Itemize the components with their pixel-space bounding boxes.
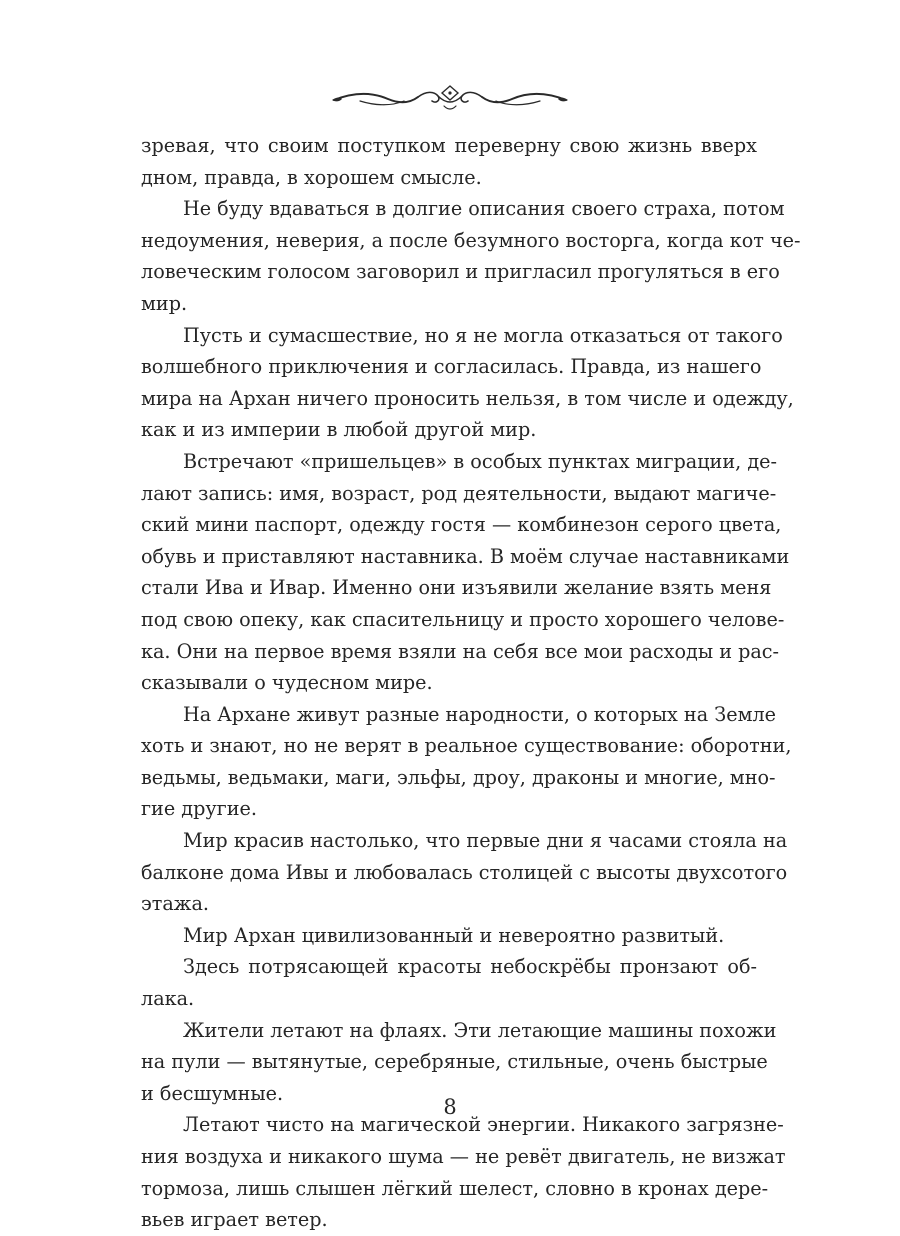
text-line: недоумения, неверия, а после безумного восторга, когда кот че- bbox=[141, 228, 801, 252]
text-line: Встречают «пришельцев» в особых пунктах миграции, де- bbox=[183, 449, 777, 473]
text-line: этажа. bbox=[141, 892, 209, 916]
text-line: балконе дома Ивы и любовалась столицей с высоты двухсотого bbox=[141, 860, 788, 884]
flourish-divider-icon bbox=[330, 80, 570, 114]
chapter-text bbox=[141, 130, 801, 1236]
paragraph bbox=[141, 951, 757, 1014]
paragraph bbox=[141, 699, 792, 825]
page-number: 8 bbox=[443, 1095, 457, 1119]
text-line: ка. Они на первое время взяли на себя все мои расходы и рас- bbox=[141, 639, 780, 663]
text-line: обувь и приставляют наставника. В моём случае наставниками bbox=[141, 544, 790, 568]
text-line: мир. bbox=[141, 291, 188, 315]
text-line: ский мини паспорт, одежду гостя — комбинезон серого цвета, bbox=[141, 513, 782, 537]
paragraph bbox=[141, 320, 794, 446]
text-line: Мир Архан цивилизованный и невероятно развитый. bbox=[183, 923, 725, 947]
text-line: лают запись: имя, возраст, род деятельности, выдают магиче- bbox=[141, 481, 777, 505]
text-line: дном, правда, в хорошем смысле. bbox=[141, 165, 482, 189]
text-line: Пусть и сумасшествие, но я не могла отказаться от такого bbox=[183, 323, 783, 347]
text-line: Мир красив настолько, что первые дни я часами стояла на bbox=[183, 829, 788, 853]
text-line: На Архане живут разные народности, о которых на Земле bbox=[183, 702, 777, 726]
text-line: Жители летают на флаях. Эти летающие машины похожи bbox=[183, 1018, 777, 1042]
text-line: ния воздуха и никакого шума — не ревёт двигатель, не визжат bbox=[141, 1145, 786, 1168]
text-line: как и из империи в любой другой мир. bbox=[141, 418, 537, 442]
paragraph bbox=[141, 920, 757, 952]
text-line: зревая, что своим поступком переверну свою жизнь вверх bbox=[141, 134, 757, 157]
text-line: лака. bbox=[141, 987, 195, 1011]
paragraph bbox=[141, 130, 757, 193]
paragraph bbox=[141, 1109, 786, 1235]
text-line: хоть и знают, но не верят в реальное существование: оборотни, bbox=[141, 734, 792, 758]
text-line: ловеческим голосом заговорил и пригласил прогуляться в его bbox=[141, 260, 780, 284]
paragraph bbox=[141, 193, 801, 319]
text-line: Летают чисто на магической энергии. Никакого загрязне- bbox=[183, 1113, 784, 1137]
text-line: и бесшумные. bbox=[141, 1081, 284, 1105]
paragraph bbox=[141, 446, 790, 699]
text-line: на пули — вытянутые, серебряные, стильные, очень быстрые bbox=[141, 1050, 768, 1074]
text-line: под свою опеку, как спасительницу и просто хорошего челове- bbox=[141, 607, 785, 631]
text-line: тормоза, лишь слышен лёгкий шелест, словно в кронах дере- bbox=[141, 1176, 769, 1200]
text-line: сказывали о чудесном мире. bbox=[141, 671, 433, 695]
text-line: волшебного приключения и согласилась. Правда, из нашего bbox=[141, 355, 762, 379]
text-line: ведьмы, ведьмаки, маги, эльфы, дроу, драконы и многие, мно- bbox=[141, 765, 776, 789]
text-line: гие другие. bbox=[141, 797, 257, 821]
text-line: Здесь потрясающей красоты небоскрёбы пронзают об- bbox=[183, 955, 757, 979]
paragraph bbox=[141, 825, 788, 920]
text-line: вьев играет ветер. bbox=[141, 1208, 328, 1232]
text-line: мира на Архан ничего проносить нельзя, в том числе и одежду, bbox=[141, 386, 794, 410]
text-line: стали Ива и Ивар. Именно они изъявили желание взять меня bbox=[141, 576, 772, 600]
text-line: Не буду вдаваться в долгие описания своего страха, потом bbox=[183, 197, 785, 221]
